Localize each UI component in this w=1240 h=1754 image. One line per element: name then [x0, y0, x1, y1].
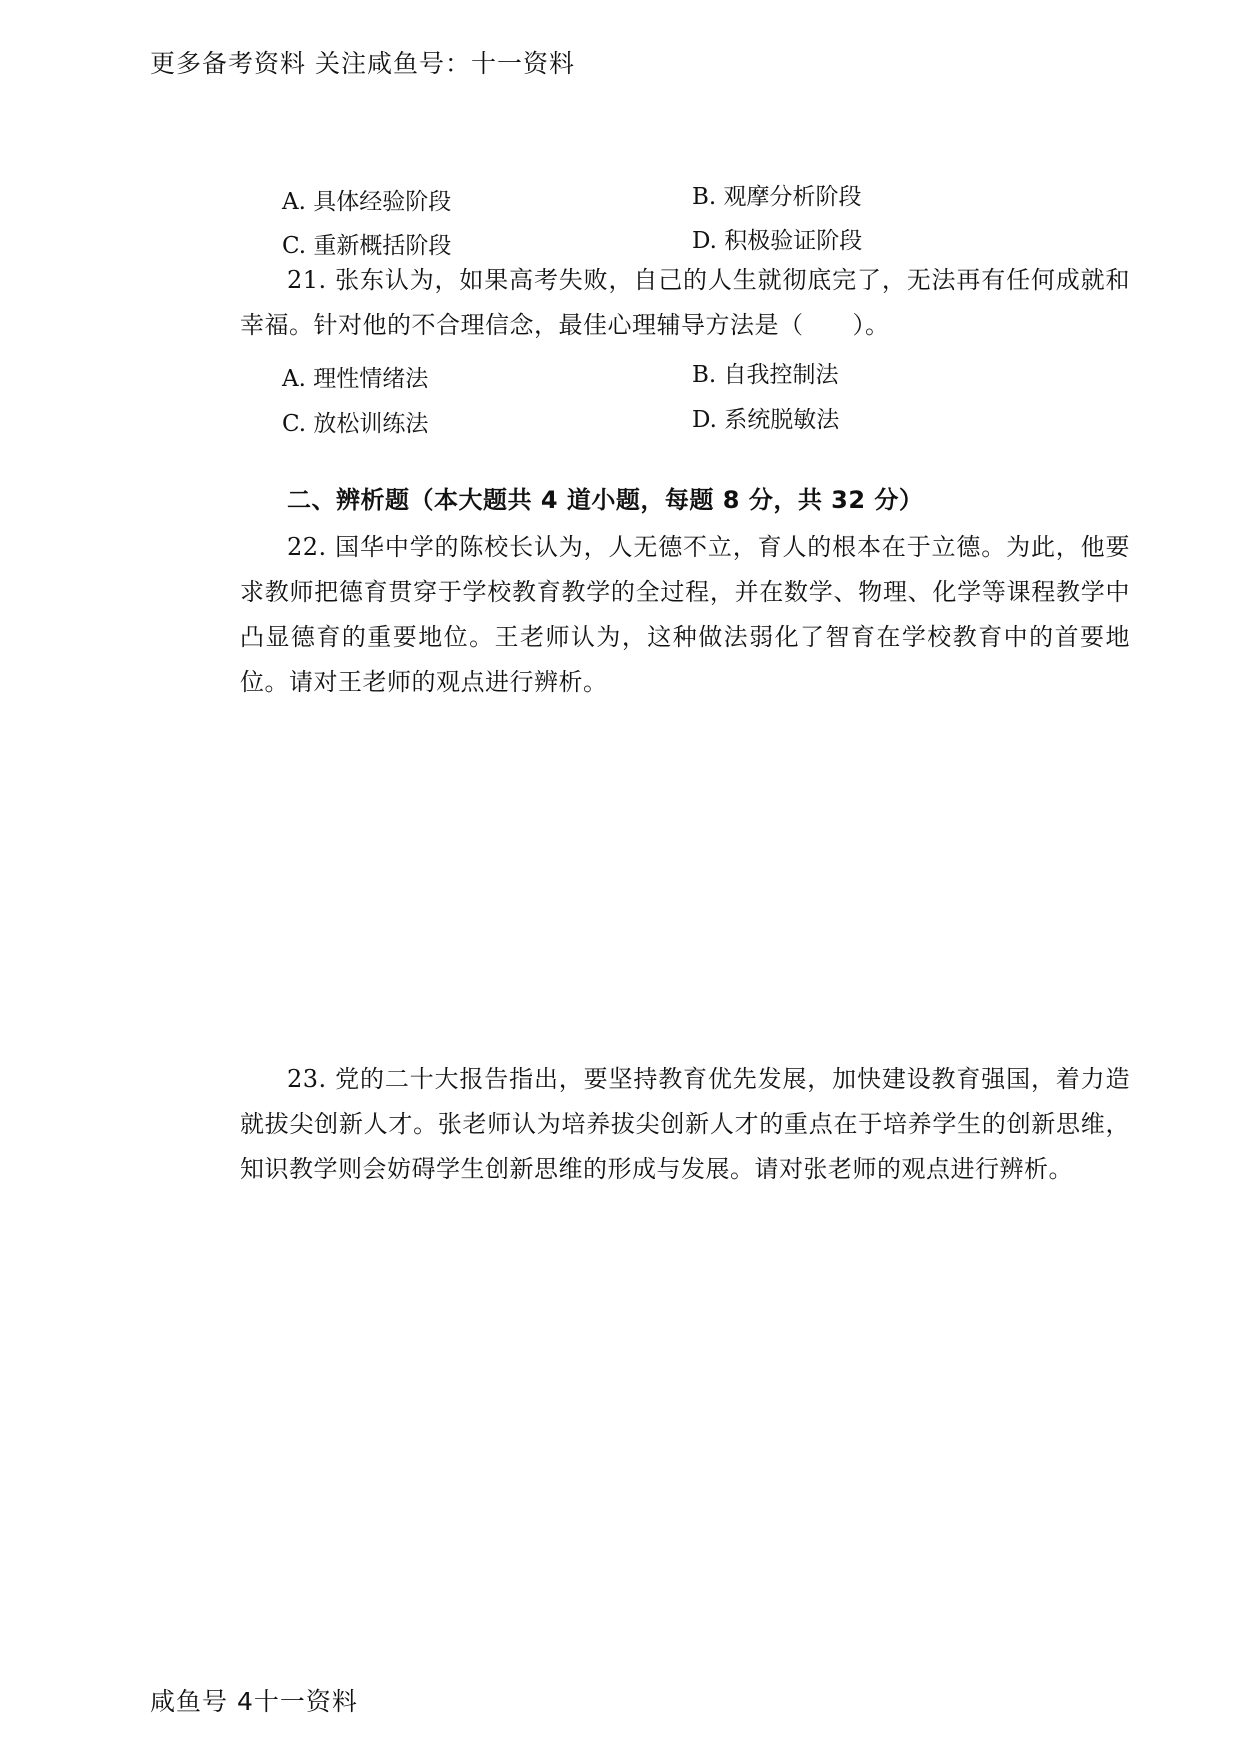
q20-option-b: B. 观摩分析阶段: [692, 184, 862, 210]
q23-stem: 23. 党的二十大报告指出，要坚持教育优先发展，加快建设教育强国，着力造就拔尖创新人才。张老师认为培养拔尖创新人才的重点在于培养学生的创新思维，知识教学则会妨碍学生创新思维的形成与发展。请对张老师的观点进行辨析。: [240, 1065, 1130, 1183]
q21-option-d: D. 系统脱敏法: [692, 407, 840, 433]
q20-option-a: A. 具体经验阶段: [282, 189, 452, 215]
q22-stem: 22. 国华中学的陈校长认为，人无德不立，育人的根本在于立德。为此，他要求教师把德育贯穿于学校教育教学的全过程，并在数学、物理、化学等课程教学中凸显德育的重要地位。王老师认为，这种做法弱化了智育在学校教育中的首要地位。请对王老师的观点进行辨析。: [240, 533, 1130, 696]
q21-option-b: B. 自我控制法: [692, 362, 839, 388]
header-note: 更多备考资料 关注咸鱼号：十一资料: [150, 49, 575, 78]
q20-option-d: D. 积极验证阶段: [692, 228, 863, 254]
section-title: 二、辨析题（本大题共 4 道小题，每题 8 分，共 32 分）: [287, 486, 924, 514]
q21-stem: 21. 张东认为，如果高考失败，自己的人生就彻底完了，无法再有任何成就和幸福。针对他的不合理信念，最佳心理辅导方法是（ ）。: [240, 266, 1130, 339]
q21-option-c: C. 放松训练法: [282, 411, 429, 437]
footer-note: 咸鱼号 4十一资料: [150, 1687, 358, 1716]
q20-option-c: C. 重新概括阶段: [282, 233, 452, 259]
q21-option-a: A. 理性情绪法: [282, 366, 429, 392]
